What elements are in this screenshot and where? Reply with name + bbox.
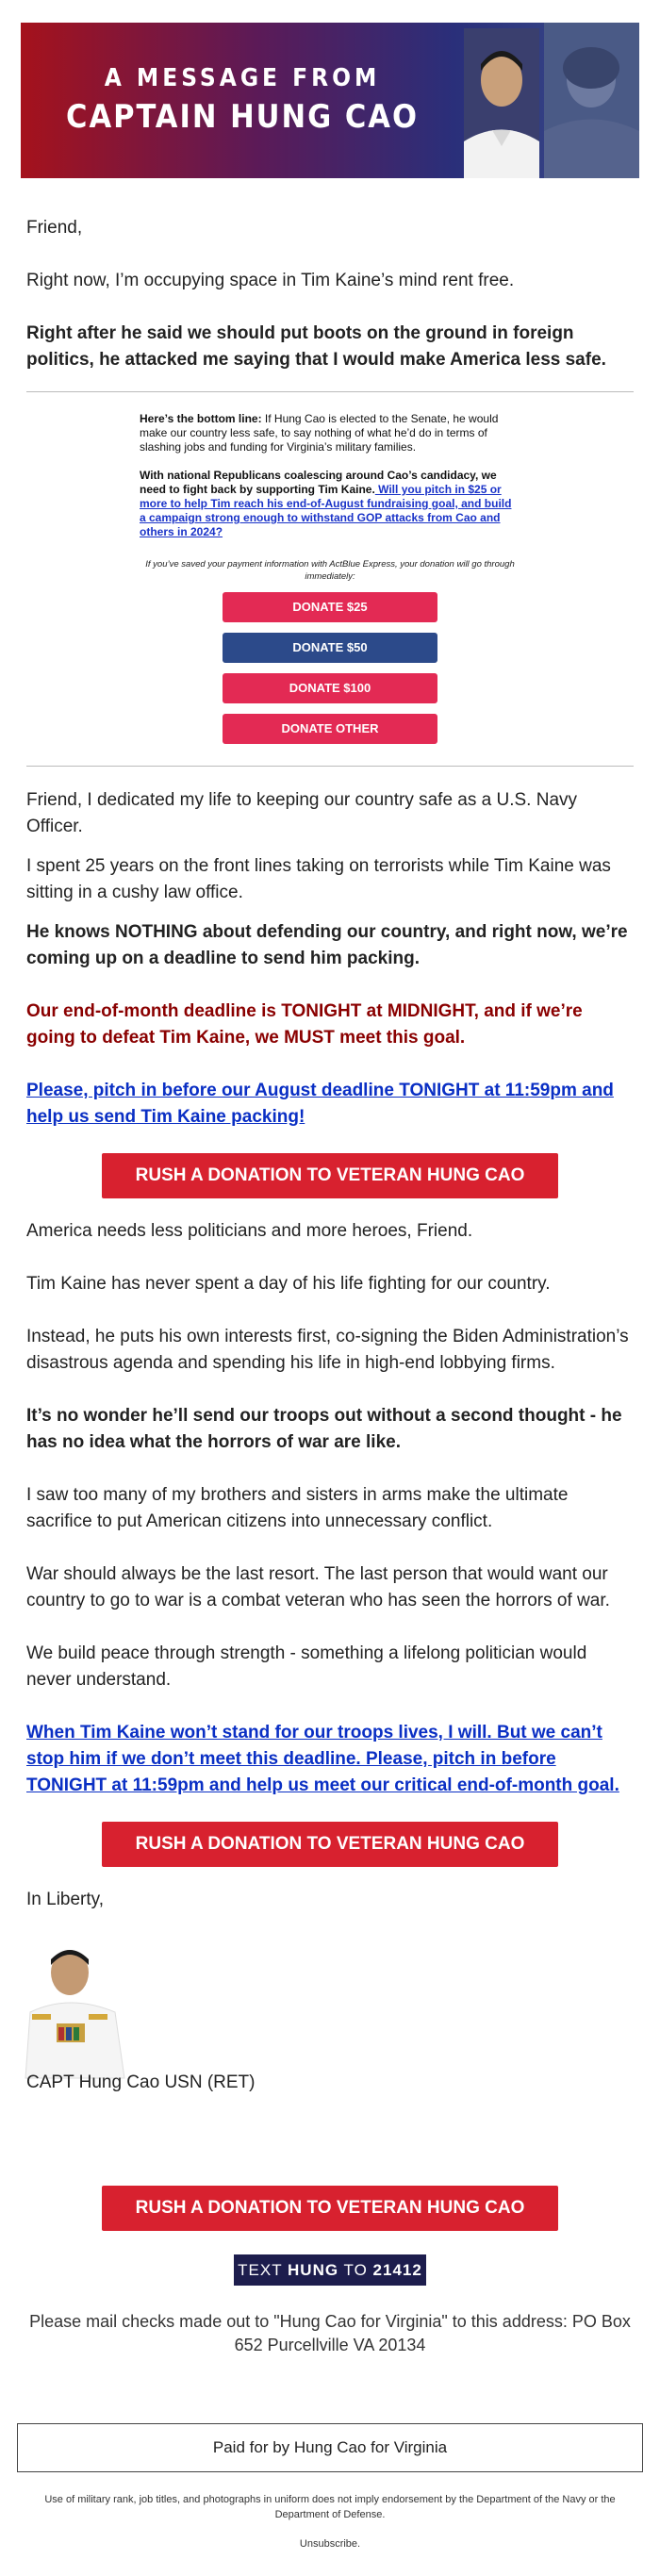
military-disclaimer: Use of military rank, job titles, and photographs in uniform does not imply endorsement by the Department of the Navy or the Department of Defense. bbox=[44, 2494, 616, 2520]
donate-25-button[interactable]: DONATE $25 bbox=[223, 592, 437, 622]
paragraph-navy-officer: Friend, I dedicated my life to keeping our country safe as a U.S. Navy Officer. bbox=[26, 790, 578, 836]
divider-bottom bbox=[26, 766, 634, 767]
donate-100-button[interactable]: DONATE $100 bbox=[223, 673, 437, 703]
paragraph-front-lines: I spent 25 years on the front lines taking on terrorists while Tim Kaine was sitting in a cushy law office. bbox=[26, 856, 611, 902]
paragraph-knows-nothing: He knows NOTHING about defending our country, and right now, we’re coming up on a deadline to send him packing. bbox=[26, 922, 628, 968]
banner-line2: CAPTAIN HUNG CAO bbox=[66, 98, 419, 136]
paragraph-rent-free: Right now, I’m occupying space in Tim Kaine’s mind rent free. bbox=[26, 271, 515, 290]
text-prefix: TEXT bbox=[238, 2261, 289, 2279]
paragraph-boots-on-ground: Right after he said we should put boots on the ground in foreign politics, he attacked me saying that I would make America less safe. bbox=[26, 323, 606, 370]
greeting: Friend, bbox=[26, 218, 83, 238]
inset-appeal-link[interactable]: Will you pitch in $25 or more to help Tim reach his end-of-August fundraising goal, and build a campaign strong enough to withstand GOP attacks from Cao and others in 2024? bbox=[140, 483, 512, 538]
inset-bottom-line-label: Here’s the bottom line: bbox=[140, 412, 262, 425]
mail-checks-address: Please mail checks made out to "Hung Cao for Virginia" to this address: PO Box 652 Purcellville VA 20134 bbox=[29, 2312, 631, 2354]
paragraph-last-resort: War should always be the last resort. The last person that would want our country to go to war is a combat veteran who has seen the horrors of war. bbox=[26, 1564, 610, 1610]
candidate-portrait-image bbox=[464, 28, 539, 178]
inset-bottom-line-text: If Hung Cao is elected to the Senate, he would make our country less safe, to say nothing of what he’d do in terms of slashing jobs and funding for Virginia’s military families. bbox=[140, 412, 499, 454]
rush-donation-button-1[interactable]: RUSH A DONATION TO VETERAN HUNG CAO bbox=[102, 1153, 558, 1198]
inset-appeal bbox=[140, 469, 520, 539]
paragraph-brothers-sisters: I saw too many of my brothers and sisters in arms make the ultimate sacrifice to put American citizens into unnecessary conflict. bbox=[26, 1485, 569, 1531]
text-number: 21412 bbox=[372, 2261, 422, 2279]
paragraph-never-fought: Tim Kaine has never spent a day of his life fighting for our country. bbox=[26, 1274, 551, 1294]
signoff: In Liberty, bbox=[26, 1890, 105, 1909]
text-keyword: HUNG bbox=[288, 2261, 339, 2279]
rush-donation-button-3[interactable]: RUSH A DONATION TO VETERAN HUNG CAO bbox=[102, 2186, 558, 2231]
soldier-image bbox=[544, 23, 639, 178]
banner-line1: A MESSAGE FROM bbox=[104, 64, 381, 92]
paragraph-own-interests: Instead, he puts his own interests first, co-signing the Biden Administration’s disastrous agenda and spending his life in high-end lobbying firms. bbox=[26, 1327, 629, 1373]
signature-name: CAPT Hung Cao USN (RET) bbox=[26, 2072, 256, 2092]
paid-for-box: Paid for by Hung Cao for Virginia bbox=[17, 2423, 643, 2472]
unsubscribe-link[interactable]: Unsubscribe. bbox=[299, 2538, 361, 2550]
pitch-in-link[interactable]: Please, pitch in before our August deadline TONIGHT at 11:59pm and help us send Tim Kaine packing! bbox=[26, 1081, 614, 1127]
paragraph-no-second-thought: It’s no wonder he’ll send our troops out without a second thought - he has no idea what the horrors of war are like. bbox=[26, 1406, 622, 1452]
donate-50-button[interactable]: DONATE $50 bbox=[223, 633, 437, 663]
rush-donation-button-2[interactable]: RUSH A DONATION TO VETERAN HUNG CAO bbox=[102, 1822, 558, 1867]
inset-bottom-line bbox=[140, 412, 520, 454]
inset-appeal-bold: With national Republicans coalescing around Cao’s candidacy, we need to fight back by supporting Tim Kaine. bbox=[140, 469, 497, 496]
paragraph-deadline: Our end-of-month deadline is TONIGHT at MIDNIGHT, and if we’re going to defeat Tim Kaine, we MUST meet this goal. bbox=[26, 1001, 583, 1048]
donate-other-button[interactable]: DONATE OTHER bbox=[223, 714, 437, 744]
actblue-note: If you’ve saved your payment information with ActBlue Express, your donation will go through immediately: bbox=[145, 559, 515, 582]
paragraph-less-politicians: America needs less politicians and more heroes, Friend. bbox=[26, 1221, 473, 1241]
candidate-uniform-photo bbox=[21, 1924, 167, 2091]
divider-top bbox=[26, 391, 634, 392]
paragraph-peace-through-strength: We build peace through strength - something a lifelong politician would never understand. bbox=[26, 1643, 587, 1690]
header-banner bbox=[21, 23, 639, 178]
text-to: TO bbox=[338, 2261, 373, 2279]
text-to-donate-badge[interactable] bbox=[234, 2254, 426, 2286]
stand-for-troops-link[interactable]: When Tim Kaine won’t stand for our troops lives, I will. But we can’t stop him if we don’t meet this deadline. Please, pitch in before TONIGHT at 11:59pm and help us meet our critical end-of-month goal. bbox=[26, 1723, 619, 1795]
